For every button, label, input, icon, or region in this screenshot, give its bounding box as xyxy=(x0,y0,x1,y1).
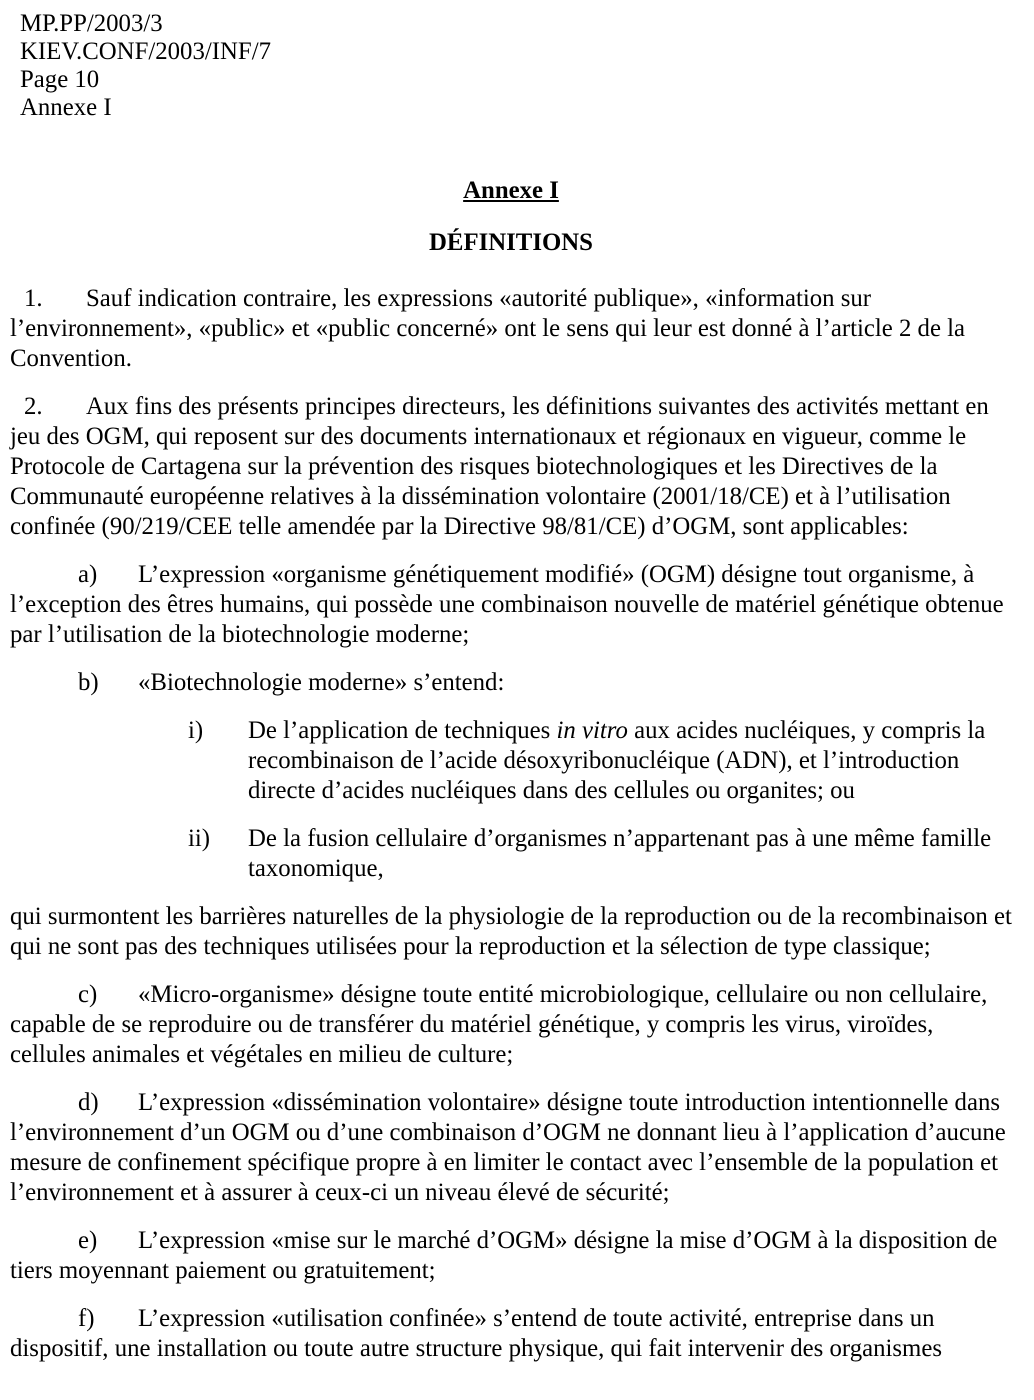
item-f xyxy=(10,1304,1012,1364)
item-a-text: L’expression «organisme génétiquement modifié» (OGM) désigne tout organisme, à l’exception des êtres humains, qui possède une combinaison nouvelle de matériel génétique obtenue par l’utilisation de la biotechnologie moderne; xyxy=(10,561,1004,648)
paragraph-1 xyxy=(10,284,1012,374)
item-i xyxy=(10,716,1012,806)
paragraph-1-number: 1. xyxy=(24,285,43,312)
document-header xyxy=(20,10,1012,122)
item-c xyxy=(10,980,1012,1070)
item-ii-text: De la fusion cellulaire d’organismes n’appartenant pas à une même famille taxonomique, xyxy=(248,825,992,882)
doc-symbol-line-2: KIEV.CONF/2003/INF/7 xyxy=(20,38,271,65)
item-f-label: f) xyxy=(78,1305,95,1332)
item-f-text: L’expression «utilisation confinée» s’entend de toute activité, entreprise dans un dispositif, une installation ou toute autre structure physique, qui fait intervenir des organismes xyxy=(10,1305,942,1362)
item-d-label: d) xyxy=(78,1089,99,1116)
item-b xyxy=(10,668,1012,698)
paragraph-2 xyxy=(10,392,1012,542)
annex-header-label: Annexe I xyxy=(20,94,112,121)
item-b-text: «Biotechnologie moderne» s’entend: xyxy=(138,669,505,696)
item-b-label: b) xyxy=(78,669,99,696)
item-i-text-after: aux acides nucléiques, y compris la recombinaison de l’acide désoxyribonucléique (ADN), et l’introduction directe d’acides nucléiques dans des cellules ou organites; ou xyxy=(248,717,986,804)
item-d-text: L’expression «dissémination volontaire» désigne toute introduction intentionnelle dans l’environnement d’un OGM ou d’une combinaison d’OGM ne donnant lieu à l’application d’aucune mesure de confinement spécifique propre à en limiter le contact avec l’ensemble de la population et l’environnement et à assurer à ceux-ci un niveau élevé de sécurité; xyxy=(10,1089,1006,1206)
paragraph-2-number: 2. xyxy=(24,393,43,420)
item-c-text: «Micro-organisme» désigne toute entité microbiologique, cellulaire ou non cellulaire, capable de se reproduire ou de transférer du matériel génétique, y compris les virus, viroïdes, cellules animales et végétales en milieu de culture; xyxy=(10,981,988,1068)
annex-title-text: Annexe I xyxy=(463,177,559,204)
item-i-text-before: De l’application de techniques xyxy=(248,717,557,744)
item-i-label: i) xyxy=(188,717,204,744)
definitions-heading: DÉFINITIONS xyxy=(429,229,593,256)
paragraph-2-text: Aux fins des présents principes directeurs, les définitions suivantes des activités mettant en jeu des OGM, qui reposent sur des documents internationaux et régionaux en vigueur, comme le Protocole de Cartagena sur la prévention des risques biotechnologiques et les Directives de la Communauté européenne relatives à la dissémination volontaire (2001/18/CE) et à l’utilisation confinée (90/219/CEE telle amendée par la Directive 98/81/CE) d’OGM, sont applicables: xyxy=(10,393,989,540)
paragraph-1-text: Sauf indication contraire, les expressions «autorité publique», «information sur l’environnement», «public» et «public concerné» ont le sens qui leur est donné à l’article 2 de la Convention. xyxy=(10,285,966,372)
item-e-text: L’expression «mise sur le marché d’OGM» désigne la mise d’OGM à la disposition de tiers moyennant paiement ou gratuitement; xyxy=(10,1227,998,1284)
item-e xyxy=(10,1226,1012,1286)
item-ii xyxy=(10,824,1012,884)
item-e-label: e) xyxy=(78,1227,98,1254)
annex-title xyxy=(10,176,1012,206)
item-c-label: c) xyxy=(78,981,98,1008)
item-i-italic-text: in vitro xyxy=(556,717,628,744)
page-number-label: Page 10 xyxy=(20,66,100,93)
continuation-paragraph: qui surmontent les barrières naturelles de la physiologie de la reproduction ou de la recombinaison et qui ne sont pas des techniques utilisées pour la reproduction et la sélection de type classique; xyxy=(10,903,1012,960)
item-a xyxy=(10,560,1012,650)
item-a-label: a) xyxy=(78,561,98,588)
item-d xyxy=(10,1088,1012,1208)
doc-symbol-line-1: MP.PP/2003/3 xyxy=(20,10,163,37)
item-ii-label: ii) xyxy=(188,825,211,852)
